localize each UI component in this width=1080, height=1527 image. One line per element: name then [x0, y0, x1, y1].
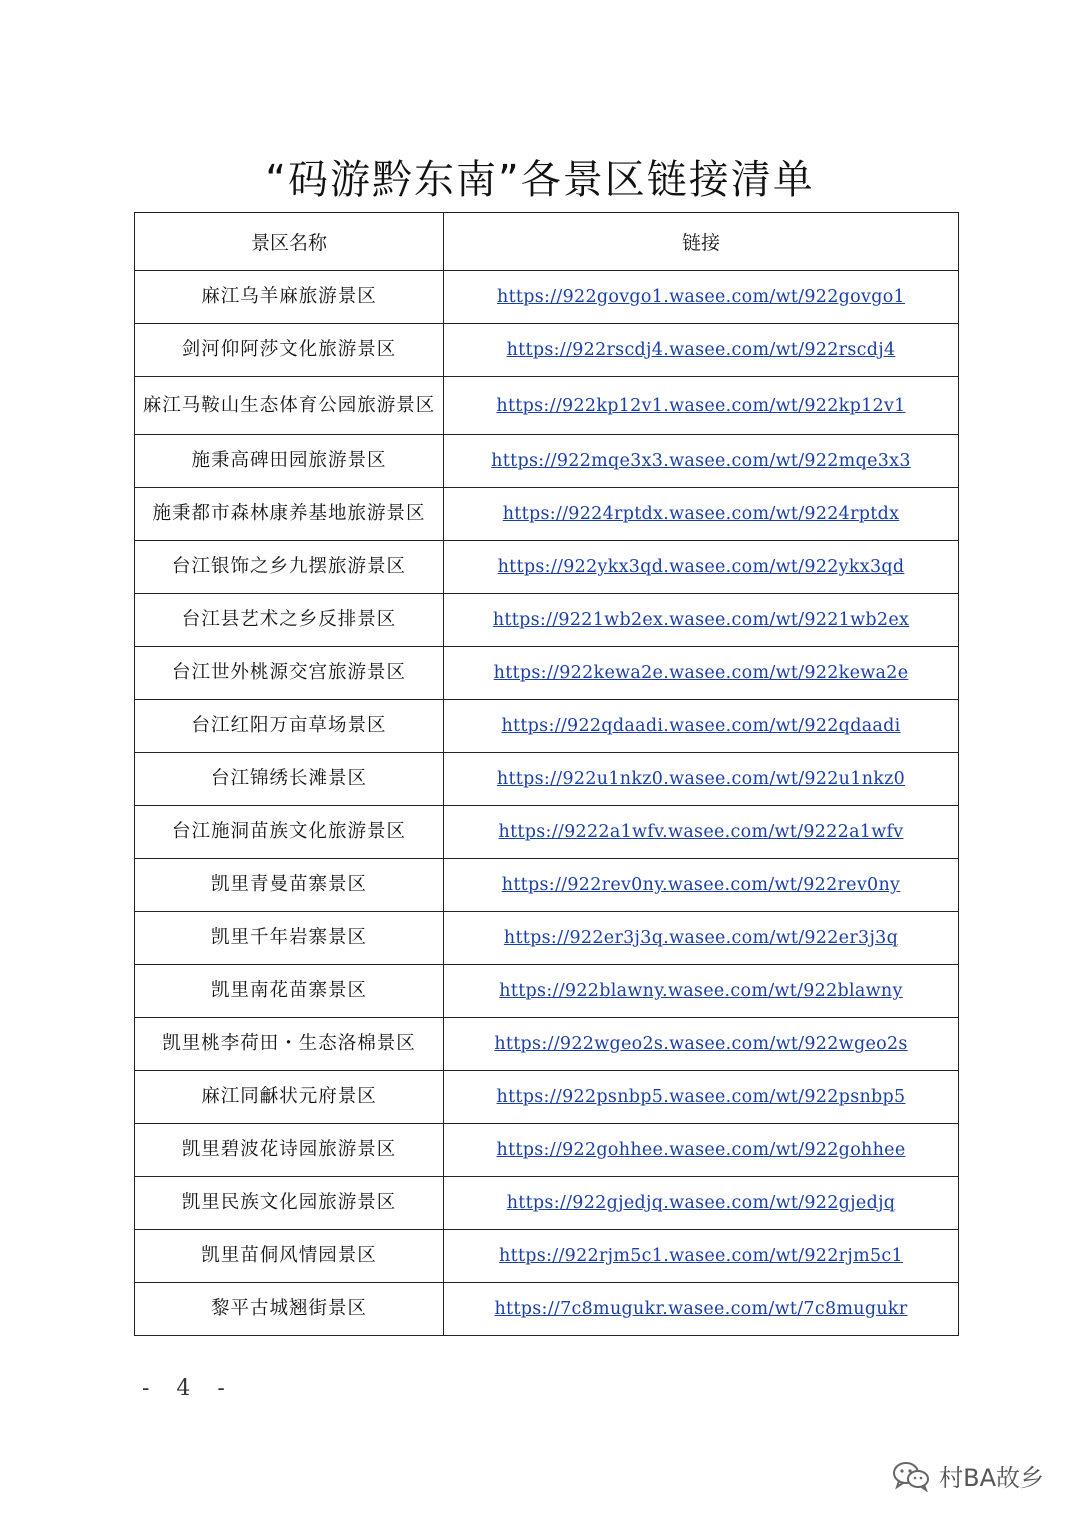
scenic-name-cell: 剑河仰阿莎文化旅游景区	[135, 324, 444, 377]
table-row	[135, 1124, 959, 1177]
table-row	[135, 541, 959, 594]
page-title: “码游黔东南”各景区链接清单	[265, 157, 815, 203]
scenic-link[interactable]: https://922qdaadi.wasee.com/wt/922qdaadi	[501, 716, 901, 736]
scenic-name-cell: 麻江同龢状元府景区	[135, 1071, 444, 1124]
scenic-name-cell: 凯里桃李荷田・生态洛棉景区	[135, 1018, 444, 1071]
table-row	[135, 1283, 959, 1336]
scenic-name-cell: 台江锦绣长滩景区	[135, 753, 444, 806]
scenic-link[interactable]: https://922wgeo2s.wasee.com/wt/922wgeo2s	[494, 1034, 908, 1054]
table-row	[135, 1230, 959, 1283]
scenic-link[interactable]: https://922kp12v1.wasee.com/wt/922kp12v1	[496, 395, 906, 416]
scenic-link[interactable]: https://922govgo1.wasee.com/wt/922govgo1	[497, 287, 905, 307]
table-row	[135, 594, 959, 647]
scenic-link[interactable]: https://922gjedjq.wasee.com/wt/922gjedjq	[506, 1193, 896, 1213]
scenic-link[interactable]: https://922u1nkz0.wasee.com/wt/922u1nkz0	[496, 769, 906, 789]
scenic-name-cell: 凯里苗侗风情园景区	[135, 1230, 444, 1283]
link-cell	[444, 488, 959, 541]
link-cell	[444, 859, 959, 912]
link-cell	[444, 594, 959, 647]
link-cell	[444, 1018, 959, 1071]
scenic-name-cell: 台江施洞苗族文化旅游景区	[135, 806, 444, 859]
page-number: - 4 -	[142, 1376, 235, 1401]
scenic-name-cell: 黎平古城翘街景区	[135, 1283, 444, 1336]
link-cell	[444, 1283, 959, 1336]
table-row	[135, 912, 959, 965]
table-row	[135, 753, 959, 806]
scenic-link[interactable]: https://922er3j3q.wasee.com/wt/922er3j3q	[503, 928, 899, 948]
link-cell	[444, 912, 959, 965]
link-cell	[444, 271, 959, 324]
scenic-name-cell: 凯里碧波花诗园旅游景区	[135, 1124, 444, 1177]
wechat-icon	[891, 1460, 931, 1492]
scenic-link[interactable]: https://7c8mugukr.wasee.com/wt/7c8mugukr	[494, 1299, 908, 1319]
table-row	[135, 1018, 959, 1071]
link-cell	[444, 647, 959, 700]
link-cell	[444, 377, 959, 435]
scenic-link[interactable]: https://922rscdj4.wasee.com/wt/922rscdj4	[506, 340, 896, 360]
link-cell	[444, 1177, 959, 1230]
table-row	[135, 435, 959, 488]
link-cell	[444, 1124, 959, 1177]
scenic-name-cell: 麻江乌羊麻旅游景区	[135, 271, 444, 324]
scenic-link[interactable]: https://922rjm5c1.wasee.com/wt/922rjm5c1	[499, 1246, 903, 1266]
table-row	[135, 859, 959, 912]
scenic-name-cell: 麻江马鞍山生态体育公园旅游景区	[135, 377, 444, 435]
table-row	[135, 965, 959, 1018]
scenic-name-cell: 台江红阳万亩草场景区	[135, 700, 444, 753]
scenic-link[interactable]: https://922gohhee.wasee.com/wt/922gohhee	[496, 1140, 906, 1160]
scenic-link[interactable]: https://9221wb2ex.wasee.com/wt/9221wb2ex	[492, 610, 910, 630]
scenic-link[interactable]: https://922ykx3qd.wasee.com/wt/922ykx3qd	[497, 557, 905, 577]
link-cell	[444, 1230, 959, 1283]
scenic-link[interactable]: https://9222a1wfv.wasee.com/wt/9222a1wfv	[498, 822, 904, 842]
link-cell	[444, 324, 959, 377]
scenic-name-cell: 凯里千年岩寨景区	[135, 912, 444, 965]
table-row	[135, 806, 959, 859]
table-row	[135, 1071, 959, 1124]
scenic-link[interactable]: https://9224rptdx.wasee.com/wt/9224rptdx	[502, 504, 900, 524]
scenic-link-table	[134, 212, 959, 1336]
scenic-name-cell: 凯里南花苗寨景区	[135, 965, 444, 1018]
table-row	[135, 324, 959, 377]
table-row	[135, 377, 959, 435]
link-cell	[444, 965, 959, 1018]
link-cell	[444, 700, 959, 753]
scenic-name-cell: 台江世外桃源交宫旅游景区	[135, 647, 444, 700]
scenic-link[interactable]: https://922mqe3x3.wasee.com/wt/922mqe3x3	[491, 451, 911, 471]
scenic-name-cell: 施秉高碑田园旅游景区	[135, 435, 444, 488]
scenic-name-cell: 施秉都市森林康养基地旅游景区	[135, 488, 444, 541]
scenic-name-cell: 台江县艺术之乡反排景区	[135, 594, 444, 647]
link-cell	[444, 541, 959, 594]
table-header-row	[135, 213, 959, 271]
scenic-link[interactable]: https://922rev0ny.wasee.com/wt/922rev0ny	[501, 875, 901, 895]
table-row	[135, 488, 959, 541]
table-row	[135, 1177, 959, 1230]
scenic-link[interactable]: https://922psnbp5.wasee.com/wt/922psnbp5	[496, 1087, 906, 1107]
scenic-name-cell: 台江银饰之乡九摆旅游景区	[135, 541, 444, 594]
header-scenic-name: 景区名称	[135, 213, 444, 271]
table-row	[135, 700, 959, 753]
table-row	[135, 271, 959, 324]
link-cell	[444, 753, 959, 806]
link-cell	[444, 806, 959, 859]
table-row	[135, 647, 959, 700]
scenic-link[interactable]: https://922blawny.wasee.com/wt/922blawny	[499, 981, 903, 1001]
watermark-text: 村BA故乡	[939, 1464, 1044, 1492]
watermark	[891, 1458, 1044, 1493]
link-cell	[444, 1071, 959, 1124]
scenic-name-cell: 凯里青曼苗寨景区	[135, 859, 444, 912]
scenic-name-cell: 凯里民族文化园旅游景区	[135, 1177, 444, 1230]
link-cell	[444, 435, 959, 488]
scenic-link[interactable]: https://922kewa2e.wasee.com/wt/922kewa2e	[493, 663, 909, 683]
header-link: 链接	[444, 213, 959, 271]
